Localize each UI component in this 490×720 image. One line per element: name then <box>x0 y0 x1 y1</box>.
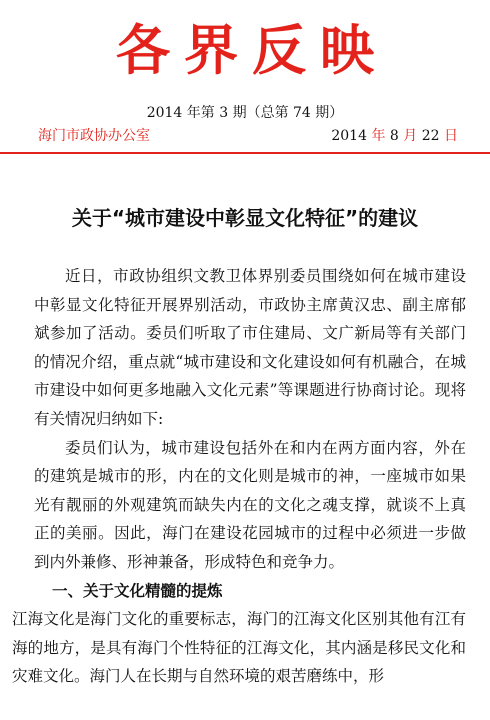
date-day-unit: 日 <box>444 128 458 144</box>
date-year-unit: 年 <box>371 128 386 144</box>
issuing-office: 海门市政协办公室 <box>38 128 150 144</box>
issue-number: 2014 年第 3 期（总第 74 期） <box>146 105 344 121</box>
section-paragraph: 江海文化是海门文化的重要标志，海门的江海文化区别其他有江有海的地方，是具有海门个性特征的江海文化，其内涵是移民文化和灾难文化。海门人在长期与自然环境的艰苦磨练中，形 <box>12 610 466 686</box>
date-year: 2014 <box>331 128 367 144</box>
date-month: 8 <box>389 128 399 144</box>
section-heading: 一、关于文化精髓的提炼 <box>52 581 223 600</box>
document-title: 关于“城市建设中彰显文化特征”的建议 <box>71 206 419 230</box>
date-month-unit: 月 <box>403 128 418 144</box>
issue-date <box>331 125 458 145</box>
body-paragraph: 近日，市政协组织文教卫体界别委员围绕如何在城市建设中彰显文化特征开展界别活动，市政协主席黄汉忠、副主席郁斌参加了活动。委员们听取了市住建局、文广新局等有关部门的情况介绍，重点就“城市建设和文化建设如何有机融合，在城市建设中如何更多地融入文化元素”等课题进行协商讨论。现将有关情况归纳如下: <box>34 267 466 428</box>
masthead-title: 各界反映 <box>116 19 388 82</box>
date-day: 22 <box>421 128 440 144</box>
body-paragraph: 委员们认为，城市建设包括外在和内在两方面内容，外在的建筑是城市的形，内在的文化则是城市的神，一座城市如果光有靓丽的外观建筑而缺失内在的文化之魂支撑，就谈不上真正的美丽。因此，海门在建设花园城市的过程中必须进一步做到内外兼修、形神兼备，形成特色和竞争力。 <box>34 438 466 571</box>
header-divider <box>0 152 490 154</box>
meta-row <box>38 125 458 145</box>
document-body <box>12 262 466 691</box>
